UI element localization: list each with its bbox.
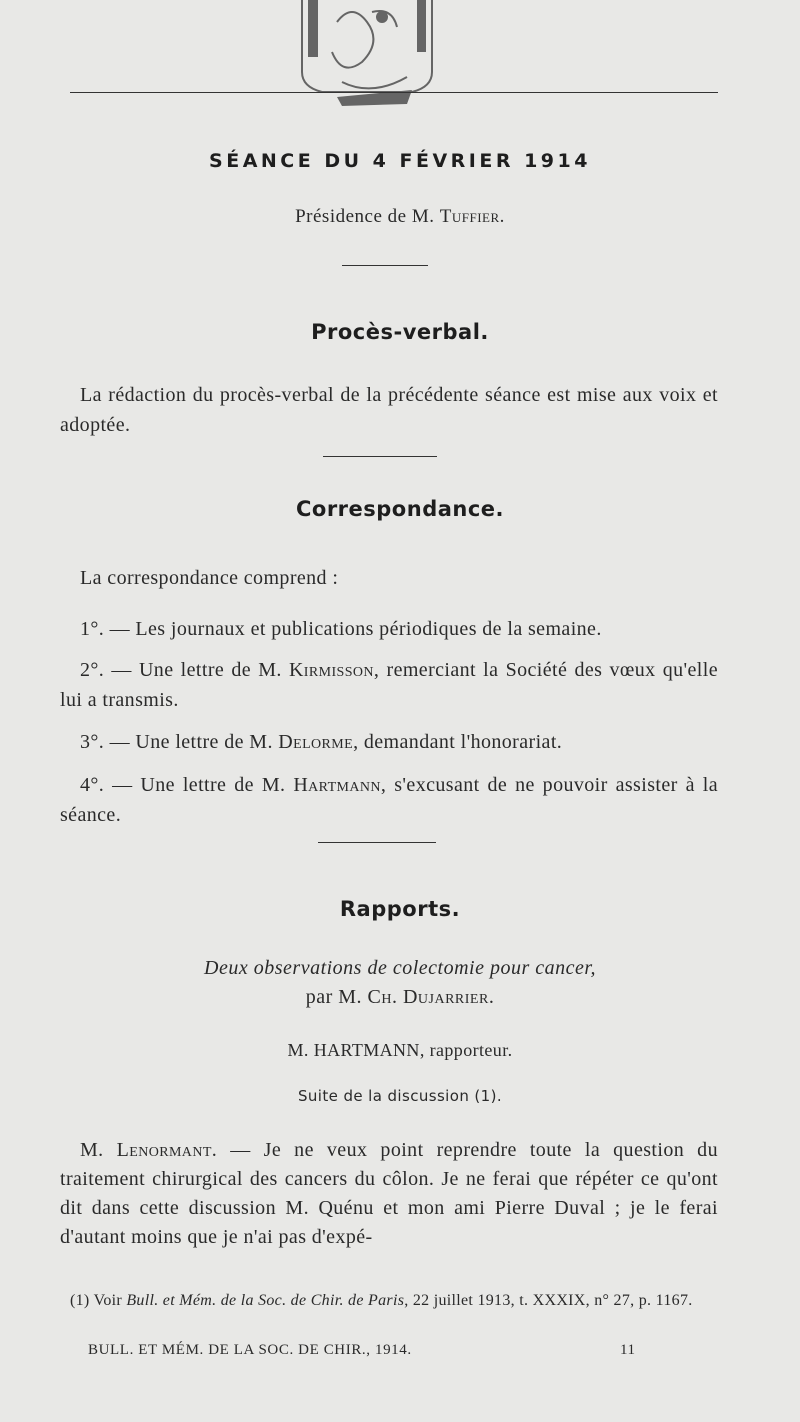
- presidence-line: [0, 206, 800, 228]
- item-number: 3°. —: [80, 731, 136, 753]
- running-footer: BULL. ET MÉM. DE LA SOC. DE CHIR., 1914.: [88, 1342, 412, 1358]
- item-name: Kirmisson: [288, 659, 374, 681]
- correspondance-item-2: [60, 655, 718, 715]
- divider: [323, 456, 437, 457]
- item-text: Une lettre de M.: [138, 659, 289, 681]
- item-name: Hartmann: [293, 774, 381, 796]
- proces-verbal-text: La rédaction du procès-verbal de la précédente séance est mise aux voix et adoptée.: [60, 384, 718, 436]
- presidence-prefix: Présidence de M.: [295, 206, 440, 227]
- seance-title: SÉANCE DU 4 FÉVRIER 1914: [209, 150, 591, 172]
- divider: [318, 842, 436, 843]
- suite-discussion: Suite de la discussion (1).: [297, 1087, 503, 1105]
- president-name: Tuffier: [439, 206, 500, 227]
- item-text-rest: , s'excusant de ne pouvoir assister à la séance.: [60, 774, 718, 826]
- item-number: 4°. —: [80, 774, 141, 796]
- item-text-rest: , remerciant la Société des vœux qu'elle lui a transmis.: [60, 659, 718, 711]
- item-number: 1°. —: [80, 618, 136, 640]
- divider: [342, 265, 428, 266]
- rapporteur-line: M. HARTMANN, rapporteur.: [287, 1040, 513, 1060]
- item-text-rest: , demandant l'honorariat.: [353, 731, 563, 753]
- correspondance-item-3: [60, 727, 718, 757]
- rapports-title: Rapports.: [339, 897, 461, 921]
- speaker-text: . — Je ne veux point reprendre toute la question du traitement chirurgical des cancers du côlon. Je ne ferai que répéter ce qu'ont dit dans cette discussion M. Quénu et mon ami Pierre Duval ; je le ferai d'autant moins que je n'ai pas d'expé-: [60, 1139, 718, 1248]
- speaker-name: M. Lenormant: [80, 1139, 212, 1161]
- library-stamp: [282, 0, 452, 132]
- author-prefix: par M.: [305, 986, 368, 1008]
- correspondance-title: Correspondance.: [295, 497, 505, 521]
- footnote-marker: (1) Voir: [70, 1292, 127, 1309]
- item-text: Une lettre de M.: [140, 774, 294, 796]
- correspondance-item-1: [60, 614, 718, 644]
- page-number: 11: [620, 1342, 636, 1358]
- top-divider: [70, 92, 718, 93]
- footnote: [60, 1290, 718, 1312]
- correspondance-intro: La correspondance comprend :: [80, 567, 339, 589]
- presidence-suffix: .: [499, 206, 505, 227]
- rapport-subtitle: Deux observations de colectomie pour cancer,: [204, 957, 596, 979]
- correspondance-item-4: [60, 770, 718, 830]
- item-number: 2°. —: [80, 659, 139, 681]
- item-name: Delorme: [278, 731, 354, 753]
- discussion-body: [60, 1136, 718, 1252]
- proces-verbal-title: Procès-verbal.: [311, 320, 489, 344]
- item-text: Une lettre de M.: [135, 731, 279, 753]
- rapport-author-line: [0, 986, 800, 1009]
- author-suffix: .: [488, 986, 495, 1008]
- item-text: Les journaux et publications périodiques de la semaine.: [135, 618, 602, 640]
- footnote-reference: Bull. et Mém. de la Soc. de Chir. de Paris: [126, 1292, 405, 1309]
- author-name: Ch. Dujarrier: [367, 986, 489, 1008]
- footnote-rest: , 22 juillet 1913, t. XXXIX, n° 27, p. 1167.: [404, 1292, 693, 1309]
